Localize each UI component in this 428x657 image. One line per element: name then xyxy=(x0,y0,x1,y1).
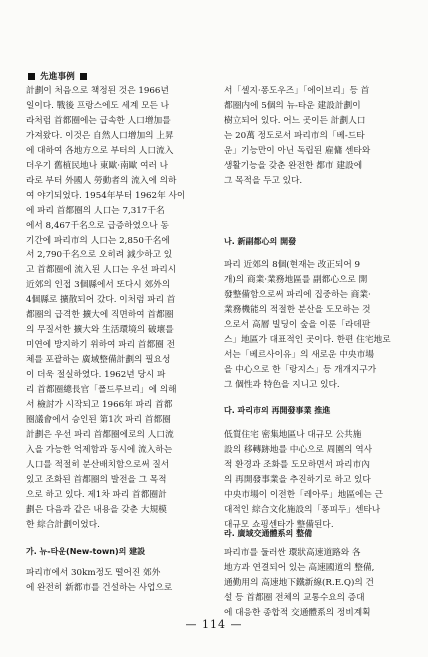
text-line: 라로 부터 外國人 勞動者의 流入에 의하 xyxy=(26,175,177,186)
text-line: 近郊의 인접 3個縣에서 또다시 郊外의 xyxy=(26,280,171,291)
text-line: 체를 포괄하는 廣域整備計劃의 필요성 xyxy=(26,355,171,366)
text-line: 그 個性과 特色을 지니고 있다. xyxy=(224,379,340,390)
text-line: 의 再開發事業을 추진하기로 하고 있다 xyxy=(224,474,371,485)
text-line: 파리市를 둘러싼 環狀高速道路와 各 xyxy=(224,548,361,558)
page-number: — 114 — xyxy=(185,618,243,631)
text-line: 있고 조화된 首都圈의 발전을 그 목적 xyxy=(26,474,167,485)
text-line: 業務機能의 적절한 분산을 도모하는 것 xyxy=(224,304,371,315)
text-line: 그 목적을 두고 있다. xyxy=(224,175,303,186)
text-line: 라처럼 首都圈에는 급속한 人口增加를 xyxy=(26,115,171,126)
ga-paragraph xyxy=(26,566,208,596)
text-line: 地方과 연결되어 있는 高速國道의 整備, xyxy=(224,562,375,573)
text-line: 入을 가능한 억제함과 동시에 流入하는 xyxy=(26,444,173,455)
text-line: 생활기능을 갖춘 완전한 都市 建設에 xyxy=(224,160,363,171)
text-line: 리 首都圈總長官「폴드루브리」에 의해 xyxy=(26,385,177,396)
text-line: 으로 하고 있다. 제1차 파리 首都圈計 xyxy=(26,489,167,500)
text-line: 을 中心으로 한「랑지스」등 개개지구가 xyxy=(224,364,377,375)
ra-paragraph xyxy=(224,546,406,621)
text-line: 人口를 적절히 분산배치함으로써 질서 xyxy=(26,459,170,470)
text-line: 에 완전히 新都市를 건설하는 사업으로 xyxy=(26,582,173,593)
text-line: 스」地區가 대표적인 곳이다. 한편 住宅地로 xyxy=(224,334,391,345)
text-line: 計劃이 처음으로 책정된 것은 1966년 xyxy=(26,86,169,96)
text-line: 에서 8,467千名으로 급증하였으나 동 xyxy=(26,220,169,231)
text-line: 서 檢討가 시작되고 1966年 파리 首都 xyxy=(26,400,173,411)
text-line: 圈議會에서 승인된 第1次 파리 首都圈 xyxy=(26,414,171,425)
text-line: 한 綜合計劃이었다. xyxy=(26,519,100,530)
text-line: 都圈内에 5個의 뉴-타운 建設計劃이 xyxy=(224,100,361,111)
text-line: 미연에 방지하기 위하여 파리 首都圈 전 xyxy=(26,340,175,351)
text-line: 劃은 다음과 같은 내용을 갖춘 大規模 xyxy=(26,504,167,515)
left-paragraph xyxy=(26,84,208,533)
text-line: 파리 近郊의 8個(현재는 改正되어 9 xyxy=(224,260,361,270)
text-line: 計劃은 우선 파리 首都圈에로의 人口流 xyxy=(26,429,174,440)
heading-ra: 라. 廣域交通體系의 整備 xyxy=(224,529,313,538)
da-paragraph xyxy=(224,428,406,533)
text-line: 기간에 파리市의 人口는 2,850千名에 xyxy=(26,235,170,246)
text-line: 서 2,790千名으로 오히려 減少하고 있 xyxy=(26,250,173,261)
text-line: 더우기 舊植民地나 東歐·南歐 여러 나 xyxy=(26,160,169,171)
text-line: 대규모 쇼핑센타가 整備된다. xyxy=(224,519,334,530)
text-line: 일이다. 戰後 프랑스에도 세계 모든 나 xyxy=(26,100,170,111)
text-line: 는 20萬 정도로서 파리市의「베-드타 xyxy=(224,130,365,141)
text-line: 樹立되어 있다. 어느 곳이든 計劃人口 xyxy=(224,115,366,126)
text-line: 적 환경과 조화를 도모하면서 파리市內 xyxy=(224,459,370,470)
heading-da: 다. 파리市의 再開發事業 推進 xyxy=(224,406,331,415)
heading-ga: 가. 뉴-타운(New-town)의 建設 xyxy=(26,547,146,556)
text-line: 대적인 綜合文化施設의「퐁피두」센타나 xyxy=(224,504,381,515)
text-line: 에 대응한 종합적 交通體系의 정비계획 xyxy=(224,607,371,618)
text-line: 운」기능만이 아닌 독립된 雇傭 센타와 xyxy=(224,145,371,156)
text-line: 의 무질서한 擴大와 生活環境의 破壞를 xyxy=(26,325,174,336)
section-label: 先進事例 xyxy=(26,70,89,82)
text-line: 設의 移轉跡地를 中心으로 周圍의 역사 xyxy=(224,444,372,455)
right-top-paragraph xyxy=(224,84,406,189)
text-line: 에 대하여 各地方으로 부터의 人口流入 xyxy=(26,145,174,156)
square-bullet-icon xyxy=(28,73,35,80)
text-line: 4個縣로 擴散되어 갔다. 이처럼 파리 首 xyxy=(26,295,176,306)
text-line: 파리市에서 30km정도 떨어진 郊外 xyxy=(26,568,161,578)
text-line: 서는「베르사이유」의 새로운 中央市場 xyxy=(224,349,374,360)
text-line: 都圈의 급격한 擴大에 직면하여 首都圈 xyxy=(26,310,174,321)
text-line: 개)의 商業·業務地區를 副都心으로 開 xyxy=(224,274,368,285)
text-line: 發整備함으로써 파리에 집중하는 商業· xyxy=(224,289,371,300)
text-line: 으로서 高層 빌딩이 숲을 이룬「라데판 xyxy=(224,319,371,330)
text-line: 通勤用의 高速地下鐵新線(R.E.Q)의 건 xyxy=(224,577,374,588)
text-line: 가져왔다. 이것은 自然人口增加의 上昇 xyxy=(26,130,174,141)
heading-na: 나. 新副都心의 開發 xyxy=(224,237,297,246)
text-line: 설 등 首都圈 전체의 교통수요의 증대 xyxy=(224,592,365,603)
square-bullet-icon xyxy=(80,73,87,80)
na-paragraph xyxy=(224,258,406,393)
text-line: 이 더욱 절실하였다. 1962년 당시 파 xyxy=(26,370,166,381)
text-line: 中央市場이 이전한「레아루」地區에는 근 xyxy=(224,489,383,500)
text-line: 서「셀지·퐁도우즈」「에이브리」등 首 xyxy=(224,86,370,96)
text-line: 에 파리 首都圈의 人口는 7,317千名 xyxy=(26,205,165,216)
text-line: 여 야기되었다. 1954年부터 1962年 사이 xyxy=(26,190,186,201)
text-line: 低質住宅 密集地區나 대규모 公共施 xyxy=(224,430,362,440)
text-line: 고 首都圈에 流入된 人口는 우선 파리시 xyxy=(26,265,177,276)
